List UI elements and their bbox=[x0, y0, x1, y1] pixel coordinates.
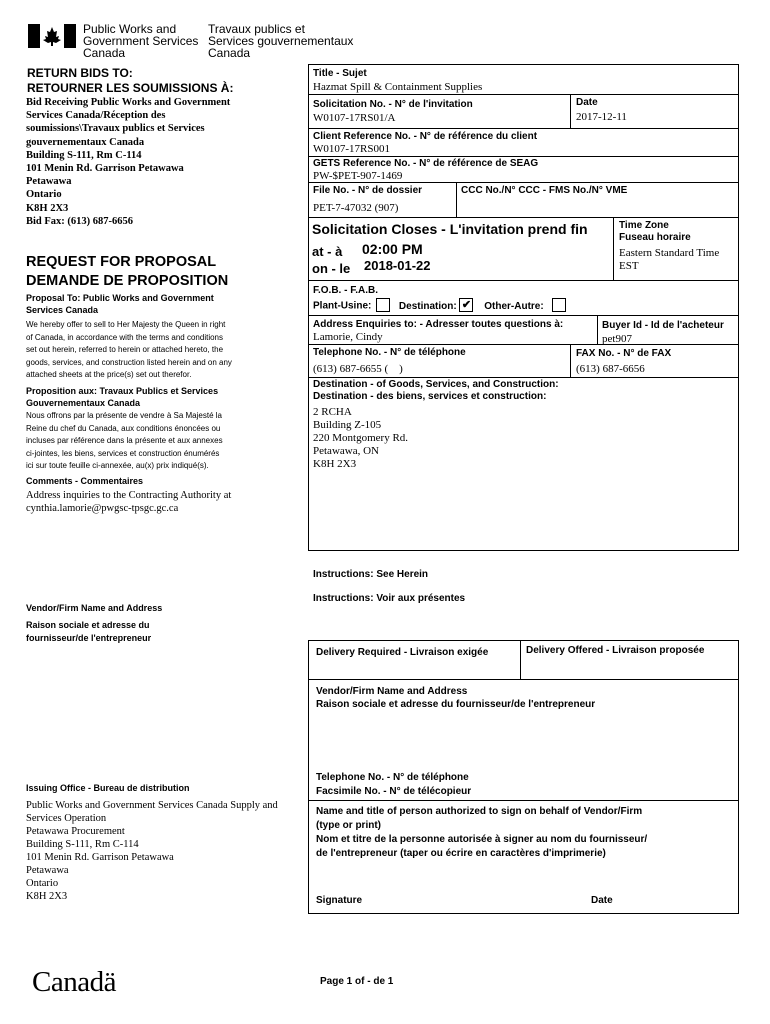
solicitation-value: W0107-17RS01/A bbox=[313, 112, 396, 124]
buyer-id-label: Buyer Id - Id de l'acheteur bbox=[602, 320, 724, 331]
vendor-firm-label-fr: Raison sociale et adresse du fournisseur/de l'entrepreneur bbox=[26, 620, 152, 643]
divider bbox=[456, 182, 457, 217]
divider bbox=[613, 217, 614, 280]
signature-label: Signature bbox=[316, 895, 363, 906]
address-enquiries-value: Lamorie, Cindy bbox=[313, 331, 383, 343]
destination-label-block: Destination - of Goods, Services, and Construction: Destination - des biens, services et construction: bbox=[313, 379, 559, 402]
delivery-offered-label: Delivery Offered - Livraison proposée bbox=[526, 645, 705, 656]
title-label: Title - Sujet bbox=[313, 68, 367, 79]
issuing-office-address: Public Works and Government Services Canada Supply and Services Operation Petawawa Procurement Building S-111, Rm C-114 101 Menin Rd. Garrison Petawawa Petawawa Ontario K8H 2X3 bbox=[26, 800, 278, 902]
canada-flag-icon bbox=[28, 24, 76, 48]
file-number-value: PET-7-47032 (907) bbox=[313, 202, 399, 214]
solicitation-closes-label: Solicitation Closes - L'invitation prend fin bbox=[312, 221, 588, 237]
divider bbox=[308, 315, 739, 316]
canada-flag-logo bbox=[28, 24, 76, 48]
ccc-number-label: CCC No./N° CCC - FMS No./N° VME bbox=[461, 185, 628, 196]
other-checkbox[interactable] bbox=[552, 298, 566, 312]
divider bbox=[308, 217, 739, 218]
department-name-fr: Travaux publics et Services gouvernementaux Canada bbox=[208, 22, 354, 60]
client-reference-value: W0107-17RS001 bbox=[313, 143, 390, 155]
gets-reference-value: PW-$PET-907-1469 bbox=[313, 170, 403, 182]
plant-checkbox[interactable] bbox=[376, 298, 390, 312]
divider bbox=[308, 128, 739, 129]
client-reference-label: Client Reference No. - N° de référence du client bbox=[313, 131, 538, 142]
divider bbox=[308, 344, 739, 345]
plant-label: Plant-Usine: bbox=[313, 300, 372, 312]
divider bbox=[308, 94, 739, 95]
closing-date-label: on - le bbox=[312, 261, 351, 276]
date-label: Date bbox=[576, 97, 598, 108]
proposal-to-text: We hereby offer to sell to Her Majesty the Queen in right of Canada, in accordance with the terms and conditions set out herein, referred to herein or attached hereto, the goods, services, and construction listed herein and on any attached sheets at the price(s) set out therefor. bbox=[26, 320, 232, 379]
divider bbox=[308, 800, 739, 801]
fob-options bbox=[313, 299, 566, 313]
return-bids-heading: RETURN BIDS TO: RETOURNER LES SOUMISSIONS À: bbox=[27, 66, 234, 95]
solicitation-label: Solicitation No. - N° de l'invitation bbox=[313, 99, 473, 110]
divider bbox=[308, 377, 739, 378]
telephone-value: (613) 687-6655 ( ) bbox=[313, 363, 403, 375]
destination-checkbox[interactable]: ✔ bbox=[459, 298, 473, 312]
divider bbox=[308, 679, 739, 680]
comments-label: Comments - Commentaires bbox=[26, 476, 144, 486]
time-zone-label: Time Zone Fuseau horaire bbox=[619, 220, 691, 243]
canada-wordmark: Canadä bbox=[32, 966, 116, 998]
rfp-heading: REQUEST FOR PROPOSAL DEMANDE DE PROPOSITION bbox=[26, 254, 229, 289]
vendor-name-address-label: Vendor/Firm Name and Address Raison sociale et adresse du fournisseur/de l'entrepreneur bbox=[316, 686, 596, 710]
telephone-label: Telephone No. - N° de téléphone bbox=[313, 347, 466, 358]
divider bbox=[520, 640, 521, 679]
instructions-en: Instructions: See Herein bbox=[313, 569, 429, 580]
divider bbox=[570, 344, 571, 377]
destination-label: Destination: bbox=[398, 300, 457, 312]
gets-reference-label: GETS Reference No. - N° de référence de SEAG bbox=[313, 158, 539, 169]
fob-label: F.O.B. - F.A.B. bbox=[313, 285, 378, 296]
return-bids-address: Bid Receiving Public Works and Government Services Canada/Réception des soumissions\Travaux publics et Services gouvernementaux Canada Building S-111, Rm C-114 101 Menin Rd. Garrison Petawawa Petawawa Ontario K8H 2X3 Bid Fax: (613) 687-6656 bbox=[26, 97, 231, 227]
issuing-office-label: Issuing Office - Bureau de distribution bbox=[26, 783, 190, 793]
vendor-phone-fax-label: Telephone No. - N° de téléphone Facsimile No. - N° de télécopieur bbox=[316, 772, 472, 797]
proposition-text: Nous offrons par la présente de vendre à Sa Majesté la Reine du chef du Canada, aux conditions énoncées ou incluses par référence dans la présente et aux annexes ci-jointes, les biens, services et construction énumérés ici sur toute feuille ci-annexée, au(x) prix indiqué(s). bbox=[26, 411, 223, 470]
signature-date-label: Date bbox=[591, 895, 613, 906]
fax-label: FAX No. - N° de FAX bbox=[576, 348, 672, 359]
page-number: Page 1 of - de 1 bbox=[320, 976, 394, 987]
closing-date-value: 2018-01-22 bbox=[364, 258, 431, 273]
time-zone-value: Eastern Standard Time EST bbox=[619, 247, 720, 272]
comments-text: Address inquiries to the Contracting Authority at cynthia.lamorie@pwgsc-tpsgc.gc.ca bbox=[26, 490, 232, 514]
title-value: Hazmat Spill & Containment Supplies bbox=[313, 81, 483, 93]
authorized-person-label: Name and title of person authorized to sign on behalf of Vendor/Firm (type or print) Nom et titre de la personne autorisée à signer au nom du fournisseur/ de l'entrepreneur (taper ou écrire en caractères d'imprimerie) bbox=[316, 806, 648, 859]
proposal-to-label: Proposal To: Public Works and Government Services Canada bbox=[26, 293, 214, 315]
divider bbox=[308, 280, 739, 281]
proposition-label: Proposition aux: Travaux Publics et Services Gouvernementaux Canada bbox=[26, 386, 219, 408]
instructions-fr: Instructions: Voir aux présentes bbox=[313, 593, 466, 604]
other-label: Other-Autre: bbox=[484, 300, 544, 312]
department-name-en: Public Works and Government Services Canada bbox=[83, 22, 199, 60]
date-value: 2017-12-11 bbox=[576, 111, 627, 123]
delivery-required-label: Delivery Required - Livraison exigée bbox=[316, 647, 489, 658]
divider bbox=[308, 182, 739, 183]
closing-time-value: 02:00 PM bbox=[362, 241, 423, 257]
fax-value: (613) 687-6656 bbox=[576, 363, 645, 375]
divider bbox=[308, 156, 739, 157]
divider bbox=[597, 315, 598, 344]
file-number-label: File No. - N° de dossier bbox=[313, 185, 423, 196]
divider bbox=[570, 94, 571, 128]
closing-time-label: at - à bbox=[312, 244, 343, 259]
buyer-id-value: pet907 bbox=[602, 333, 632, 345]
address-enquiries-label: Address Enquiries to: - Adresser toutes questions à: bbox=[313, 319, 564, 330]
vendor-firm-label: Vendor/Firm Name and Address bbox=[26, 603, 163, 613]
destination-address: 2 RCHA Building Z-105 220 Montgomery Rd. Petawawa, ON K8H 2X3 bbox=[313, 406, 409, 470]
